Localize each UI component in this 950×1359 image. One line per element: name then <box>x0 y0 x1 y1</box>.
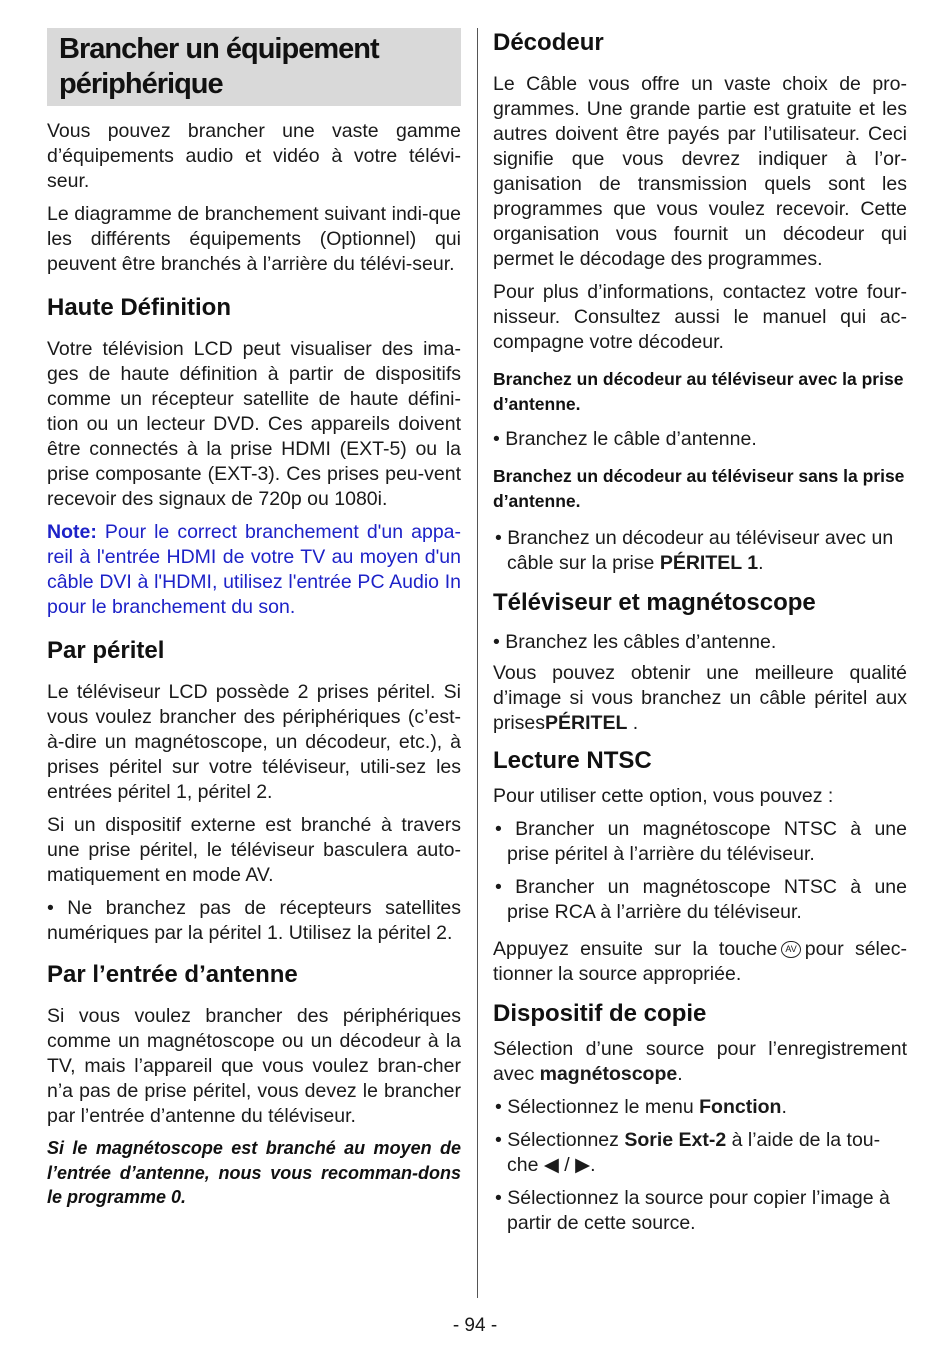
right-column <box>493 28 907 1236</box>
left-column <box>47 28 461 1210</box>
decodeur-paragraph-1: Le Câble vous offre un vaste choix de pro-grammes. Une grande partie est gratuite et les autres doivent être payés par l’utilisateur. Ceci signifie que vous devrez indiquer à l’or-ganisation de transmission quels sont les programmes que vous voulez recevoir. Cette organisation vous fournit un décodeur qui permet le décodage des programmes. <box>493 73 907 270</box>
peritel1-label: PÉRITEL 1 <box>659 552 759 574</box>
ntsc-bullet-1: • Brancher un magnétoscope NTSC à une prise péritel à l’arrière du téléviseur. <box>495 818 907 865</box>
page-title: Brancher un équipement périphérique <box>59 33 379 100</box>
decodeur-heading: Décodeur <box>493 29 604 56</box>
ntsc-after-text-end: pour sélec-tionner la source appropriée. <box>493 938 907 985</box>
note-label: Note: <box>47 521 97 543</box>
antenne-paragraph: Si vous voulez brancher des périphériques comme un magnétoscope ou un décodeur à la TV, mais l’appareil que vous voulez bran-cher n’a pas de prise péritel, vous devez le brancher par l’entrée d’antenne du téléviseur. <box>47 1005 461 1127</box>
ntsc-after-text: Appuyez ensuite sur la touche <box>493 938 778 960</box>
intro-paragraph-1: Vous pouvez brancher une vaste gamme d’équipements audio et vidéo à votre télévi-seur. <box>47 120 461 192</box>
copie-text-end: . <box>677 1063 683 1085</box>
hd-heading: Haute Définition <box>47 294 231 321</box>
sans-bullet-text: • Branchez un décodeur au téléviseur avec un câble sur la prise <box>495 527 894 574</box>
tv-text-end: . <box>627 712 639 734</box>
peritel-heading: Par péritel <box>47 637 165 664</box>
peritel-bullet: • Ne branchez pas de récepteurs satellites numériques par la péritel 1. Utilisez la péritel 2. <box>47 897 461 944</box>
decodeur-paragraph-2: Pour plus d’informations, contactez votre four-nisseur. Consultez aussi le manuel qui ac-compagne votre décodeur. <box>493 281 907 353</box>
antenne-note: Si le magnétoscope est branché au moyen de l’entrée d’antenne, nous vous recomman-dons le programme 0. <box>47 1138 461 1207</box>
ntsc-heading: Lecture NTSC <box>493 747 652 774</box>
hd-paragraph: Votre télévision LCD peut visualiser des ima-ges de haute définition à partir de dispositifs comme un récepteur satellite de haute défini-tion ou un lecteur DVD. Ces appareils doivent être connectés à la prise HDMI (EXT-5) ou la prise composante (EXT-3). Ces prises peu-vent recevoir des signaux de 720p ou 1080i. <box>47 338 461 510</box>
magnetoscope-label: magnétoscope <box>539 1063 678 1085</box>
copie-b1-text: • Sélectionnez le menu <box>495 1096 700 1118</box>
tv-paragraph <box>493 661 907 736</box>
fonction-label: Fonction <box>699 1096 782 1118</box>
sans-antenne-heading: Branchez un décodeur au téléviseur sans la prise d’antenne. <box>493 466 905 511</box>
copie-text: Sélection d’une source pour l’enregistrement avec <box>493 1038 907 1085</box>
ntsc-after-paragraph <box>493 937 907 987</box>
copie-b1-end: . <box>781 1096 787 1118</box>
column-divider <box>477 28 478 1298</box>
av-button-icon: AV <box>781 941 800 958</box>
sorie-ext2-label: Sorie Ext-2 <box>624 1129 727 1151</box>
tv-bullet: • Branchez les câbles d’antenne. <box>493 631 777 653</box>
avec-antenne-bullet: • Branchez le câble d’antenne. <box>493 428 757 450</box>
peritel-label: PÉRITEL <box>545 712 628 734</box>
copie-paragraph <box>493 1037 907 1087</box>
ntsc-intro: Pour utiliser cette option, vous pouvez : <box>493 785 834 807</box>
avec-antenne-heading: Branchez un décodeur au téléviseur avec la prise d’antenne. <box>493 369 904 414</box>
peritel-paragraph-2: Si un dispositif externe est branché à travers une prise péritel, le téléviseur basculera auto-matiquement en mode AV. <box>47 814 461 886</box>
note-text: Pour le correct branchement d'un appa-reil à l'entrée HDMI de votre TV au moyen d'un câble DVI à l'HDMI, utilisez l'entrée PC Audio In pour le branchement du son. <box>47 521 461 618</box>
tv-magnetoscope-heading: Téléviseur et magnétoscope <box>493 589 816 616</box>
page-number: - 94 - <box>452 1315 498 1336</box>
copie-b2-text: • Sélectionnez <box>495 1129 625 1151</box>
copie-bullet-1 <box>493 1095 907 1120</box>
title-box <box>47 28 461 106</box>
tv-text: Vous pouvez obtenir une meilleure qualité d’image si vous branchez un câble péritel aux prises <box>493 662 907 734</box>
copie-bullet-3: • Sélectionnez la source pour copier l’image à partir de cette source. <box>495 1187 890 1234</box>
copie-b2-end: à l’aide de la tou-che ◀ / ▶. <box>507 1129 881 1176</box>
sans-bullet-end: . <box>758 552 764 574</box>
note-paragraph <box>47 520 461 620</box>
copie-heading: Dispositif de copie <box>493 1000 707 1027</box>
intro-paragraph-2: Le diagramme de branchement suivant indi-que les différents équipements (Optionnel) qui peuvent être branchés à l’arrière du télévi-seur. <box>47 203 461 275</box>
peritel-paragraph-1: Le téléviseur LCD possède 2 prises péritel. Si vous voulez brancher des périphériques (c’est-à-dire un magnétoscope, un décodeur, etc.), à prises péritel sur votre téléviseur, utili-sez les entrées péritel 1, péritel 2. <box>47 681 461 803</box>
sans-antenne-bullet <box>493 526 907 576</box>
copie-bullet-2 <box>493 1128 907 1178</box>
ntsc-bullet-2: • Brancher un magnétoscope NTSC à une prise RCA à l’arrière du téléviseur. <box>495 876 907 923</box>
antenne-heading: Par l’entrée d’antenne <box>47 961 298 988</box>
